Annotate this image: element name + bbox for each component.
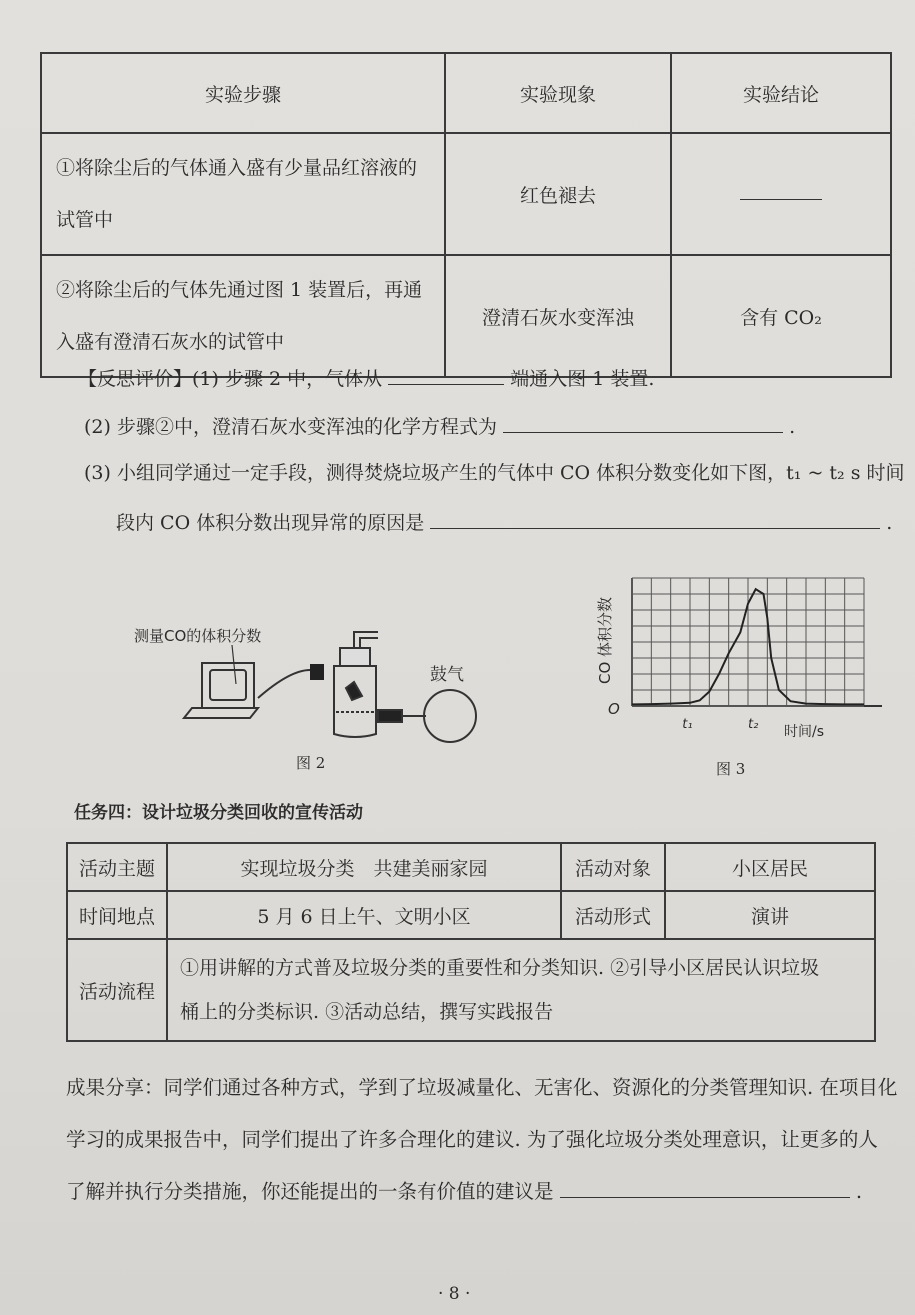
phenomenon-cell: 澄清石灰水变浑浊 <box>445 255 671 377</box>
theme-label: 活动主题 <box>67 843 167 891</box>
figure-3-caption: 图 3 <box>716 760 746 778</box>
result-line-1: 成果分享：同学们通过各种方式，学到了垃圾减量化、无害化、资源化的分类管理知识. 在项目化 <box>66 1076 898 1099</box>
question-2 <box>84 412 795 439</box>
q3-answer-blank[interactable] <box>430 510 880 529</box>
q1-text: 【反思评价】(1) 步骤 2 中，气体从 <box>78 368 383 390</box>
q2-text: (2) 步骤②中，澄清石灰水变浑浊的化学方程式为 <box>84 416 497 438</box>
q1-answer-blank[interactable] <box>388 366 504 385</box>
question-3-cont <box>116 508 892 535</box>
figure-2-caption: 图 2 <box>296 754 326 772</box>
form-label: 活动形式 <box>561 891 665 939</box>
q3-suffix: . <box>886 512 893 534</box>
result-q-suffix: . <box>855 1180 863 1203</box>
header-phenomenon: 实验现象 <box>445 53 671 133</box>
theme-value: 实现垃圾分类 共建美丽家园 <box>167 843 561 891</box>
header-steps: 实验步骤 <box>41 53 445 133</box>
blower-bulb-icon <box>424 690 476 742</box>
q2-suffix: . <box>789 416 796 438</box>
result-line-2: 学习的成果报告中，同学们提出了许多合理化的建议. 为了强化垃圾分类处理意识，让更多的人 <box>66 1128 878 1151</box>
target-label: 活动对象 <box>561 843 665 891</box>
time-label: 时间地点 <box>67 891 167 939</box>
experiment-table <box>40 52 892 378</box>
label-leader-line <box>232 645 236 684</box>
page-number: · 8 · <box>438 1284 471 1304</box>
suggestion-answer-blank[interactable] <box>560 1179 850 1198</box>
table-row <box>41 255 891 377</box>
gas-bottle-icon <box>334 632 378 737</box>
conclusion-cell: 含有 CO₂ <box>671 255 891 377</box>
process-label: 活动流程 <box>67 939 167 1041</box>
figure-3-chart <box>598 568 888 748</box>
table-row <box>41 133 891 255</box>
process-line-1: ①用讲解的方式普及垃圾分类的重要性和分类知识. ②引导小区居民认识垃圾 <box>180 957 820 979</box>
t2-tick-label: t₂ <box>748 717 759 732</box>
target-value: 小区居民 <box>665 843 875 891</box>
header-conclusion: 实验结论 <box>671 53 891 133</box>
time-value: 5 月 6 日上午、文明小区 <box>167 891 561 939</box>
process-line-2: 桶上的分类标识. ③活动总结，撰写实践报告 <box>180 1001 554 1023</box>
question-3: (3) 小组同学通过一定手段，测得焚烧垃圾产生的气体中 CO 体积分数变化如下图，t₁ ~ t₂ s 时间 <box>84 462 905 484</box>
sensor-icon <box>310 664 324 680</box>
step-cell: ①将除尘后的气体通入盛有少量品红溶液的试管中 <box>41 133 445 255</box>
sensor-cable <box>258 670 310 698</box>
question-1 <box>78 364 654 391</box>
form-value: 演讲 <box>665 891 875 939</box>
q3-text: 段内 CO 体积分数出现异常的原因是 <box>116 512 425 534</box>
result-q-text: 了解并执行分类措施，你还能提出的一条有价值的建议是 <box>66 1180 554 1203</box>
y-axis-label: CO 体积分数 <box>596 596 614 684</box>
conclusion-blank[interactable] <box>671 133 891 255</box>
computer-icon <box>184 663 258 718</box>
phenomenon-cell: 红色褪去 <box>445 133 671 255</box>
q2-answer-blank[interactable] <box>503 414 783 433</box>
activity-table <box>66 842 876 1042</box>
result-line-3 <box>66 1176 862 1204</box>
origin-label: O <box>608 700 620 718</box>
figure-2-apparatus <box>120 600 500 750</box>
blower-label: 鼓气 <box>430 665 464 685</box>
t1-tick-label: t₁ <box>682 717 693 732</box>
task4-title: 任务四：设计垃圾分类回收的宣传活动 <box>74 803 363 823</box>
q1-suffix: 端通入图 1 装置. <box>510 368 655 390</box>
measure-co-label: 测量CO的体积分数 <box>134 627 262 645</box>
x-axis-label: 时间/s <box>784 724 825 740</box>
air-tube <box>378 710 426 722</box>
process-value <box>167 939 875 1041</box>
chart-grid <box>632 578 882 706</box>
step-cell: ②将除尘后的气体先通过图 1 装置后，再通入盛有澄清石灰水的试管中 <box>41 255 445 377</box>
